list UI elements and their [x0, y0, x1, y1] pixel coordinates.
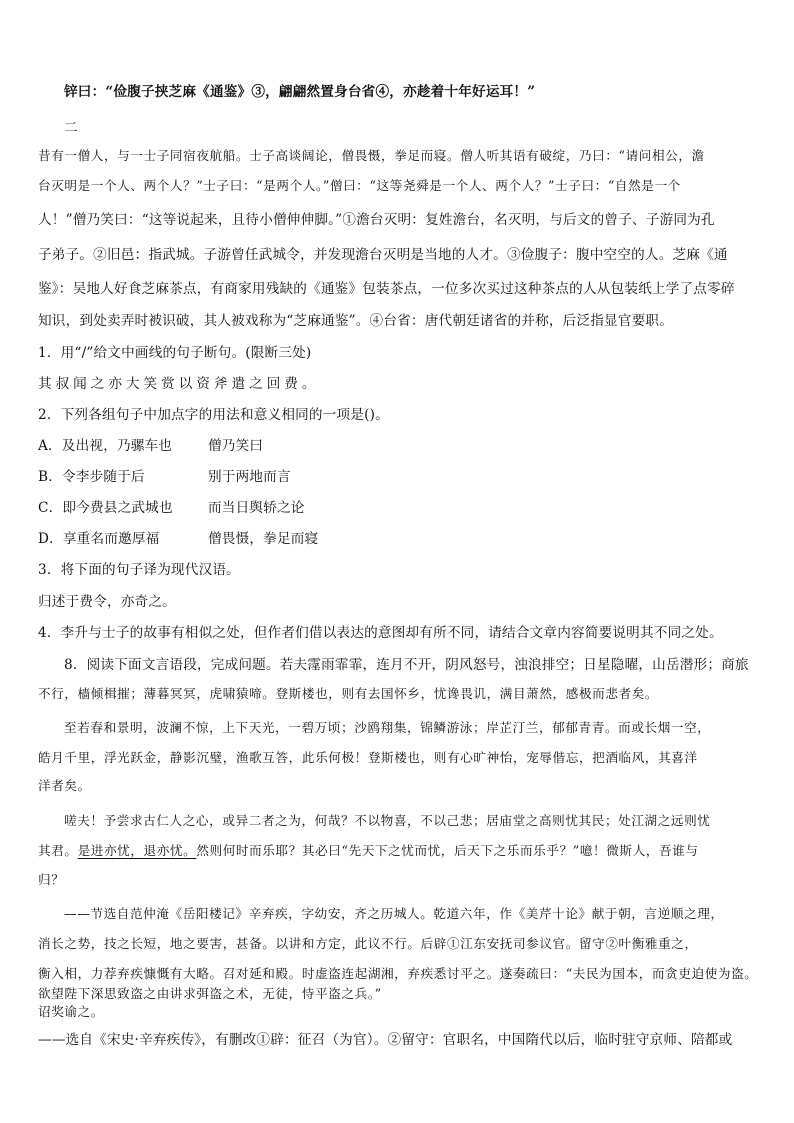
- option-a-paired: 僧乃笑曰: [208, 438, 264, 454]
- option-d-label: D．享重名而邀厚福: [38, 531, 160, 547]
- option-b-paired: 别于两地而言: [208, 469, 291, 485]
- option-b-label: B．令李步随于后: [38, 469, 145, 485]
- question-1-sentence: 其叔闻之亦大笑赏以资斧遣之回费。: [38, 376, 320, 392]
- passage-line: ——节选自范仲淹《岳阳楼记》辛弃疾，字幼安，齐之历城人。乾道六年，作《美芹十论》献于朝，言逆顺之理，: [64, 906, 724, 921]
- question-4: 4．李升与士子的故事有相似之处，但作者们借以表达的意图却有所不同，请结合文章内容简要说明其不同之处。: [38, 625, 723, 641]
- section-number: 二: [64, 120, 78, 136]
- question-8: 8．阅读下面文言语段，完成问题。若夫霪雨霏霏，连月不开，阴风怒号，浊浪排空；日星隐曜，山岳潜形；商旅: [64, 657, 749, 673]
- passage-line: 消长之势，技之长短，地之要害，甚备。以讲和方定，此议不行。后辟①江东安抚司参议官。留守②叶衡雅重之，: [38, 936, 698, 951]
- option-c-paired: 而当日舆轿之论: [208, 500, 305, 516]
- footnote-line: 知识，到处卖弄时被识破，其人被戏称为“芝麻通鉴”。④台省：唐代朝廷诸省的并称，后泛指显官要职。: [38, 313, 674, 329]
- passage-line: 至若春和景明，波澜不惊，上下天光，一碧万顷；沙鸥翔集，锦鳞游泳；岸芷汀兰，郁郁青青。而或长烟一空，: [64, 720, 711, 735]
- question-1: 1．用“/”给文中画线的句子断句。(限断三处): [38, 345, 312, 361]
- source-line: ——选自《宋史·辛弃疾传》，有删改①辟：征召（为官）。②留守：官职名，中国隋代以后，临时驻守京师、陪都或: [38, 1032, 733, 1048]
- option-d: [38, 529, 760, 549]
- passage-line: 皓月千里，浮光跃金，静影沉璧，渔歌互答，此乐何极！登斯楼也，则有心旷神怡，宠辱偕忘，把酒临风，其喜洋: [38, 750, 698, 765]
- passage-line: 台灭明是一个人、两个人？”士子曰：“是两个人。”僧曰：“这等尧舜是一个人、两个人？”士子曰：“自然是一个: [38, 178, 681, 193]
- passage-line: 嗟夫！予尝求古仁人之心，或异二者之为，何哉？不以物喜，不以己悲；居庙堂之高则忧其民；处江湖之远则忧: [64, 813, 711, 828]
- option-c-label: C．即今费县之武城也: [38, 500, 173, 516]
- question-3: 3．将下面的句子译为现代汉语。: [38, 562, 240, 578]
- passage-line: [38, 841, 760, 861]
- passage-line: 锌曰：“俭腹子挟芝麻《通鉴》③，翩翩然置身台省④，亦趁着十年好运耳！”: [64, 84, 536, 100]
- option-c: [38, 498, 760, 518]
- text-span: 然则何时而乐耶？其必曰“先天下之忧而忧，后天下之乐而乐乎？”噫！微斯人，吾谁与: [196, 843, 699, 858]
- passage-line: 昔有一僧人，与一士子同宿夜航船。士子高谈阔论，僧畏慑，拳足而寝。僧人听其语有破绽，乃曰：“请问相公，澹: [38, 148, 705, 163]
- passage-line: 不行，樯倾楫摧；薄暮冥冥，虎啸猿啼。登斯楼也，则有去国怀乡，忧谗畏讥，满目萧然，感极而悲者矣。: [38, 686, 659, 701]
- footnote-line: 鉴》：吴地人好食芝麻茶点，有商家用残缺的《通鉴》包装茶点，一位多次买过这种茶点的人从包装纸上学了点零碎: [38, 281, 735, 297]
- underlined-sentence: 是进亦忧，退亦忧。: [77, 843, 197, 858]
- passage-line: 归？: [38, 872, 65, 887]
- option-b: [38, 467, 760, 487]
- question-3-sentence: 归述于费令，亦奇之。: [38, 594, 176, 610]
- question-2: 2．下列各组句子中加点字的用法和意义相同的一项是()。: [38, 407, 389, 423]
- option-d-paired: 僧畏慑，拳足而寝: [208, 531, 319, 547]
- text-span: 其君。: [38, 843, 78, 858]
- passage-line: 衡入相，力荐弃疾慷慨有大略。召对延和殿。时虚盗连起湖湘，弃疾悉讨平之。遂奏疏曰：“夫民为国本，而贪吏迫使为盗。欲望陛下深思致盗之由讲求弭盗之术，无徒，恃平盗之兵。”: [38, 966, 758, 1001]
- option-a-label: A．及出视，乃骡车也: [38, 438, 173, 454]
- passage-line: 人！”僧乃笑曰：“这等说起来，且待小僧伸伸脚。”①澹台灭明：复姓澹台，名灭明，与后文的曾子、子游同为孔: [38, 212, 715, 228]
- passage-line: 诏奖谕之。: [38, 1004, 104, 1019]
- footnote-line: 子弟子。②旧邑：指武城。子游曾任武城令，并发现澹台灭明是当地的人才。③俭腹子：腹中空空的人。芝麻《通: [38, 247, 728, 263]
- passage-line: 洋者矣。: [38, 778, 91, 793]
- option-a: [38, 436, 760, 456]
